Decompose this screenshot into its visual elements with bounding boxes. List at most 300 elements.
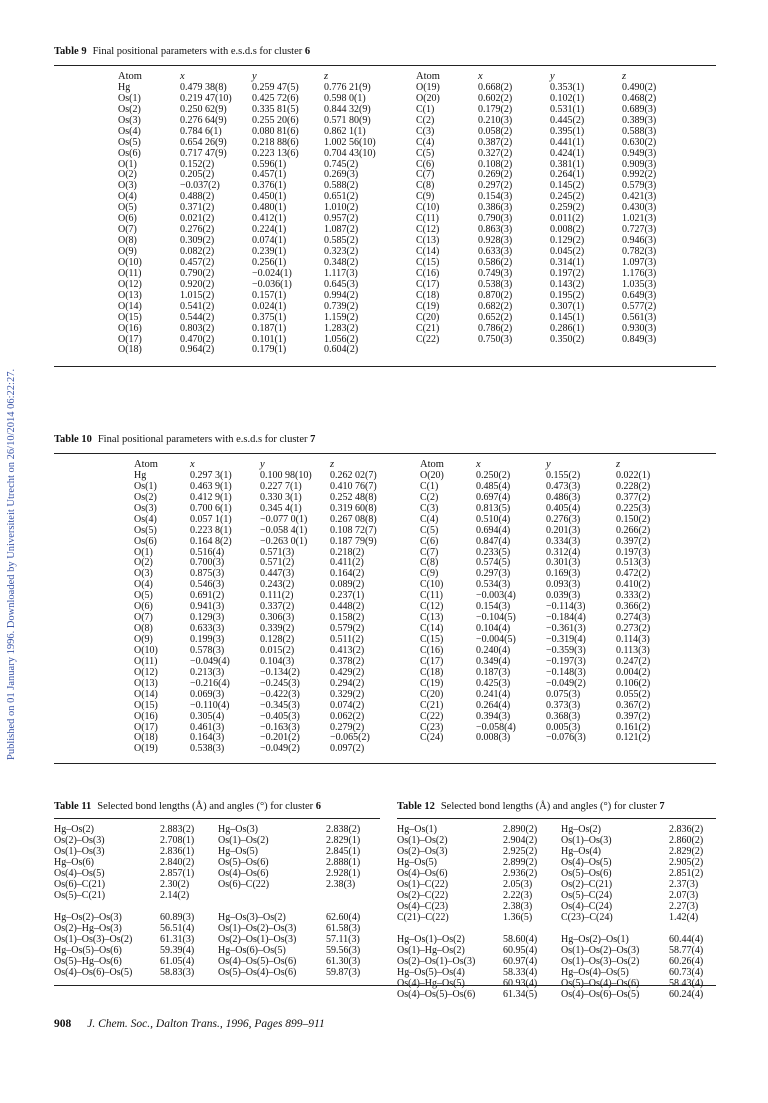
coordinate-value: 0.668(2) [478, 81, 513, 93]
coordinate-value: 0.015(2) [260, 644, 295, 656]
coordinate-value: 0.111(2) [260, 590, 294, 602]
column-header: Atom [134, 459, 158, 470]
bond-value: 2.936(2) [503, 868, 538, 879]
atom-label: O(1) [118, 158, 137, 170]
atom-label: C(5) [420, 524, 439, 536]
coordinate-value: 0.776 21(9) [324, 81, 371, 93]
bond-label: C(21)–C(22) [397, 912, 449, 923]
bond-value: 61.58(3) [326, 923, 361, 934]
coordinate-value: 0.334(3) [546, 535, 581, 547]
coordinate-value: 0.011(2) [550, 213, 584, 225]
atom-label: Hg [134, 469, 147, 481]
coordinate-value: 0.297(3) [476, 568, 511, 580]
bond-label: Hg–Os(5) [218, 846, 258, 857]
coordinate-value: −0.004(5) [476, 634, 516, 645]
coordinate-value: 0.585(2) [324, 235, 359, 247]
table-row [54, 945, 380, 956]
coordinate-value: 0.205(2) [180, 169, 215, 181]
coordinate-value: 0.269(3) [324, 169, 359, 181]
coordinate-value: −0.184(4) [546, 612, 586, 624]
column-header: x [478, 71, 483, 82]
table-row [397, 824, 716, 835]
table-row [420, 515, 686, 526]
table-12-caption-text: Selected bond lengths (Å) and angles (°) for cluster [440, 801, 660, 812]
coordinate-value: 0.546(3) [190, 579, 225, 591]
atom-label: O(16) [118, 322, 142, 334]
atom-label: C(18) [416, 289, 440, 301]
coordinate-value: 1.087(2) [324, 224, 359, 236]
coordinate-value: 0.411(2) [330, 557, 364, 569]
bond-value: 60.93(4) [503, 978, 538, 989]
coordinate-value: 0.652(2) [478, 311, 513, 323]
bond-label: Os(5)–C(21) [54, 890, 106, 901]
bond-label: Os(2)–C(21) [561, 879, 613, 890]
bond-label: Os(6)–C(22) [218, 879, 270, 890]
coordinate-value: 0.021(2) [180, 213, 215, 225]
atom-label: C(17) [416, 278, 440, 290]
coordinate-value: 0.578(3) [190, 644, 225, 656]
bond-label: Os(4)–Os(5)–Os(6) [218, 956, 297, 967]
page-footer [54, 1018, 325, 1030]
atom-label: C(6) [420, 535, 439, 547]
table-row [397, 890, 716, 901]
coordinate-value: 0.169(3) [546, 568, 581, 580]
coordinate-value: 0.577(2) [622, 300, 657, 312]
bond-value: 2.857(1) [160, 868, 195, 879]
bond-label: Os(1)–C(22) [397, 879, 449, 890]
table-row [397, 945, 716, 956]
coordinate-value: 0.395(1) [550, 125, 585, 137]
column-header: z [330, 459, 335, 470]
atom-label: C(7) [420, 546, 439, 558]
coordinate-value: −0.216(4) [190, 677, 230, 689]
coordinate-value: −0.263 0(1) [260, 535, 308, 547]
bond-label: Hg–Os(2)–Os(3) [54, 912, 122, 923]
coordinate-value: 0.102(1) [550, 92, 585, 104]
bond-label: Os(4)–Os(6)–Os(5) [54, 967, 133, 978]
bond-label: Os(4)–C(24) [561, 901, 613, 912]
table-12 [397, 800, 716, 1000]
table-row [134, 712, 400, 723]
column-header: y [252, 71, 257, 82]
coordinate-value: 0.150(2) [616, 513, 651, 525]
atom-label: Os(4) [134, 513, 157, 525]
table-9-left-column [118, 72, 396, 356]
coordinate-value: 0.786(2) [478, 322, 513, 334]
bond-label: Hg–Os(1) [397, 824, 437, 835]
coordinate-value: −0.049(4) [190, 655, 230, 667]
atom-label: C(4) [420, 513, 439, 525]
bond-value: 60.44(4) [669, 934, 704, 945]
bond-value: 59.39(4) [160, 945, 195, 956]
atom-label: Os(2) [134, 491, 157, 503]
bond-label: Os(1)–Os(3)–Os(2) [561, 956, 640, 967]
coordinate-value: 0.005(3) [546, 721, 581, 733]
table-10-bottom-rule [54, 763, 716, 764]
coordinate-value: 0.387(2) [478, 136, 513, 148]
coordinate-value: 0.410 76(7) [330, 480, 377, 492]
table-row [397, 846, 716, 857]
coordinate-value: 0.252 48(8) [330, 491, 377, 503]
bond-value: 62.60(4) [326, 912, 361, 923]
coordinate-value: 0.121(2) [616, 732, 651, 744]
coordinate-value: 0.863(3) [478, 224, 513, 236]
coordinate-value: 0.158(2) [330, 612, 365, 624]
bond-value: 2.890(2) [503, 824, 538, 835]
bond-label: Os(1)–Os(2) [397, 835, 448, 846]
column-header: x [180, 71, 185, 82]
coordinate-value: 0.224(1) [252, 224, 287, 236]
bond-value: 57.11(3) [326, 934, 360, 945]
coordinate-value: 0.039(3) [546, 590, 581, 602]
coordinate-value: 0.225(3) [616, 502, 651, 514]
atom-label: O(11) [134, 655, 158, 667]
atom-label: C(23) [420, 721, 444, 733]
bond-value: 60.24(4) [669, 989, 704, 1000]
coordinate-value: 0.301(3) [546, 557, 581, 569]
coordinate-value: 0.472(2) [616, 568, 651, 580]
table-row [416, 138, 694, 149]
table-row [54, 857, 380, 868]
atom-label: C(10) [420, 579, 444, 591]
bond-value: 61.30(3) [326, 956, 361, 967]
coordinate-value: 0.445(2) [550, 114, 585, 126]
coordinate-value: 0.579(3) [622, 180, 657, 192]
table-row [54, 923, 380, 934]
table-9-bottom-rule [54, 366, 716, 367]
coordinate-value: 0.367(2) [616, 699, 651, 711]
table-row [397, 857, 716, 868]
atom-label: Os(3) [134, 502, 157, 514]
coordinate-value: 0.596(1) [252, 158, 287, 170]
atom-label: O(6) [118, 213, 137, 225]
table-row [397, 978, 716, 989]
coordinate-value: 0.106(2) [616, 677, 651, 689]
coordinate-value: 0.218(2) [330, 546, 365, 558]
atom-label: C(4) [416, 136, 435, 148]
bond-label: Os(1)–Os(3) [54, 846, 105, 857]
atom-label: C(18) [420, 666, 444, 678]
coordinate-value: 0.412 9(1) [190, 491, 232, 503]
coordinate-value: 0.745(2) [324, 158, 359, 170]
coordinate-value: 0.531(1) [550, 103, 585, 115]
page-number: 908 [54, 1018, 72, 1030]
table-12-top-rule [397, 818, 716, 819]
coordinate-value: 0.307(1) [550, 300, 585, 312]
coordinate-value: 0.179(2) [478, 103, 513, 115]
coordinate-value: 0.297 3(1) [190, 469, 232, 481]
coordinate-value: 0.305(4) [190, 710, 225, 722]
bond-label: Os(4)–C(23) [397, 901, 449, 912]
bond-value: 2.708(1) [160, 835, 195, 846]
table-10-right-column [420, 460, 686, 755]
coordinate-value: 0.849(3) [622, 333, 657, 345]
coordinate-value: 0.306(3) [260, 612, 295, 624]
coordinate-value: 0.294(2) [330, 677, 365, 689]
coordinate-value: 0.004(2) [616, 666, 651, 678]
bond-value: 59.87(3) [326, 967, 361, 978]
coordinate-value: 0.468(2) [622, 92, 657, 104]
coordinate-value: 0.739(2) [324, 300, 359, 312]
coordinate-value: 0.129(2) [550, 235, 585, 247]
coordinate-value: 0.259 47(5) [252, 81, 299, 93]
atom-label: O(8) [118, 235, 137, 247]
coordinate-value: 0.058(2) [478, 125, 513, 137]
coordinate-value: 0.544(2) [180, 311, 215, 323]
coordinate-value: 0.100 98(10) [260, 469, 312, 481]
coordinate-value: 0.697(4) [476, 491, 511, 503]
coordinate-value: 0.129(3) [190, 612, 225, 624]
coordinate-value: 0.727(3) [622, 224, 657, 236]
coordinate-value: 0.870(2) [478, 289, 513, 301]
coordinate-value: 0.700(3) [190, 557, 225, 569]
coordinate-value: 0.378(2) [330, 655, 365, 667]
coordinate-value: 0.598 0(1) [324, 92, 366, 104]
coordinate-value: 0.187 79(9) [330, 535, 377, 547]
table-10 [54, 433, 716, 764]
table-row [420, 701, 686, 712]
table-row [54, 835, 380, 846]
coordinate-value: 0.447(3) [260, 568, 295, 580]
coordinate-value: 0.008(3) [476, 732, 511, 744]
coordinate-value: 0.319 60(8) [330, 502, 377, 514]
coordinate-value: 0.164 8(2) [190, 535, 232, 547]
atom-label: C(19) [420, 677, 444, 689]
table-row [54, 846, 380, 857]
table-row [416, 302, 694, 313]
coordinate-value: −0.049(2) [260, 743, 300, 755]
coordinate-value: 0.069(3) [190, 688, 225, 700]
coordinate-value: 0.179(1) [252, 344, 287, 356]
table-row [54, 912, 380, 923]
coordinate-value: 0.323(2) [324, 246, 359, 257]
atom-label: Os(5) [118, 136, 141, 148]
coordinate-value: 0.187(1) [252, 322, 287, 334]
coordinate-value: 0.273(2) [616, 623, 651, 635]
coordinate-value: 0.108 72(7) [330, 524, 377, 536]
coordinate-value: 0.405(4) [546, 502, 581, 514]
download-notice-sidebar [0, 0, 17, 1103]
atom-label: C(17) [420, 655, 444, 667]
atom-label: Os(1) [118, 92, 141, 104]
coordinate-value: 0.233(5) [476, 546, 511, 558]
atom-label: O(17) [118, 333, 142, 345]
column-header: y [546, 459, 551, 470]
coordinate-value: 0.513(3) [616, 557, 651, 569]
bond-label: Os(2)–Os(1)–Os(3) [218, 934, 297, 945]
atom-label: O(20) [416, 92, 440, 104]
coordinate-value: 0.353(1) [550, 81, 585, 93]
coordinate-value: 0.187(3) [476, 666, 511, 678]
coordinate-value: 0.240(4) [476, 644, 511, 656]
bond-value: 2.38(3) [503, 901, 533, 912]
bond-value: 60.89(3) [160, 912, 195, 923]
coordinate-value: 0.941(3) [190, 601, 225, 613]
coordinate-value: 0.441(1) [550, 136, 585, 148]
bond-value: 1.42(4) [669, 912, 699, 923]
coordinate-value: 0.274(3) [616, 612, 651, 624]
column-header: z [622, 71, 627, 82]
coordinate-value: 1.117(3) [324, 267, 358, 279]
coordinate-value: 0.457(1) [252, 169, 287, 181]
atom-label: O(9) [134, 634, 153, 645]
coordinate-value: −0.163(3) [260, 721, 300, 733]
coordinate-value: 0.424(1) [550, 147, 585, 159]
table-11-number: Table 11 [54, 801, 92, 812]
coordinate-value: 0.128(2) [260, 634, 295, 645]
table-row [118, 302, 396, 313]
coordinate-value: 0.259(2) [550, 202, 585, 214]
coordinate-value: 0.463 9(1) [190, 480, 232, 492]
atom-label: C(9) [420, 568, 439, 580]
coordinate-value: 0.145(2) [550, 180, 585, 192]
table-row [54, 868, 380, 879]
coordinate-value: −0.319(4) [546, 634, 586, 645]
bond-value: 60.95(4) [503, 945, 538, 956]
bond-value: 2.888(1) [326, 857, 361, 868]
coordinate-value: 0.161(2) [616, 721, 651, 733]
atom-label: O(2) [134, 557, 153, 569]
bond-value: 2.840(2) [160, 857, 195, 868]
atom-label: O(7) [118, 224, 137, 236]
coordinate-value: 0.309(2) [180, 235, 215, 247]
coordinate-value: 0.694(4) [476, 524, 511, 536]
coordinate-value: 0.250 62(9) [180, 103, 227, 115]
coordinate-value: 0.844 32(9) [324, 103, 371, 115]
coordinate-value: 0.264(4) [476, 699, 511, 711]
coordinate-value: 0.430(3) [622, 202, 657, 214]
atom-label: O(16) [134, 710, 158, 722]
table-10-left-column [134, 460, 400, 755]
coordinate-value: −0.065(2) [330, 732, 370, 744]
bond-value: 2.899(2) [503, 857, 538, 868]
table-9-top-rule [54, 65, 716, 66]
coordinate-value: 0.485(4) [476, 480, 511, 492]
table-12-bond-angles [397, 934, 716, 1000]
bond-value: 60.26(4) [669, 956, 704, 967]
table-row [397, 879, 716, 890]
table-10-top-rule [54, 453, 716, 454]
atom-label: O(13) [134, 677, 158, 689]
atom-label: C(15) [420, 634, 444, 645]
coordinate-value: 0.375(1) [252, 311, 287, 323]
atom-label: C(2) [420, 491, 439, 503]
bond-value: 60.73(4) [669, 967, 704, 978]
bond-label [218, 890, 326, 901]
coordinate-value: 0.350(2) [550, 333, 585, 345]
coordinate-value: 0.276(3) [546, 513, 581, 525]
coordinate-value: 0.371(2) [180, 202, 215, 214]
coordinate-value: 0.089(2) [330, 579, 365, 591]
bond-label: Os(4)–Os(6) [397, 868, 448, 879]
coordinate-value: 1.283(2) [324, 322, 359, 334]
coordinate-value: 1.002 56(10) [324, 136, 376, 148]
bond-value: 2.05(3) [503, 879, 533, 890]
coordinate-value: 0.104(4) [476, 623, 511, 635]
coordinate-value: −0.359(3) [546, 644, 586, 656]
coordinate-value: 0.368(3) [546, 710, 581, 722]
coordinate-value: 0.875(3) [190, 568, 225, 580]
coordinate-value: 0.450(1) [252, 191, 287, 203]
coordinate-value: −0.345(3) [260, 699, 300, 711]
coordinate-value: 0.286(1) [550, 322, 585, 334]
bond-label: Os(5)–Os(6) [561, 868, 612, 879]
table-row [397, 989, 716, 1000]
coordinate-value: 0.480(1) [252, 202, 287, 214]
bond-value: 2.829(2) [669, 846, 704, 857]
bond-value: 2.905(2) [669, 857, 704, 868]
coordinate-value: 0.421(3) [622, 191, 657, 203]
atom-label: O(18) [134, 732, 158, 744]
table-11-caption-text: Selected bond lengths (Å) and angles (°) for cluster [97, 801, 316, 812]
coordinate-value: 0.239(1) [252, 246, 287, 257]
coordinate-value: −0.104(5) [476, 612, 516, 624]
coordinate-value: 0.397(2) [616, 535, 651, 547]
coordinate-value: 0.992(2) [622, 169, 657, 181]
table-12-caption [397, 800, 716, 813]
atom-label: O(9) [118, 246, 137, 257]
atom-label: C(5) [416, 147, 435, 159]
coordinate-value: 0.377(2) [616, 491, 651, 503]
coordinate-value: 0.376(1) [252, 180, 287, 192]
table-10-cluster-number: 7 [310, 434, 316, 445]
bond-label: Os(5)–Os(4)–Os(6) [218, 967, 297, 978]
table-row [118, 138, 396, 149]
atom-label: O(3) [134, 568, 153, 580]
coordinate-value: 0.604(2) [324, 344, 359, 356]
coordinate-value: 0.152(2) [180, 158, 215, 170]
atom-label: Os(2) [118, 103, 141, 115]
coordinate-value: −0.110(4) [190, 699, 230, 711]
bond-label: Os(4)–Os(5) [561, 857, 612, 868]
coordinate-value: 0.154(3) [478, 191, 513, 203]
coordinate-value: 0.803(2) [180, 322, 215, 334]
coordinate-value: 0.588(3) [622, 125, 657, 137]
coordinate-value: 0.104(3) [260, 655, 295, 667]
coordinate-value: 0.330 3(1) [260, 491, 302, 503]
atom-label: C(13) [416, 235, 440, 247]
atom-label: C(8) [416, 180, 435, 192]
coordinate-value: 0.256(1) [252, 256, 287, 268]
atom-label: C(16) [416, 267, 440, 279]
coordinate-value: 0.074(1) [252, 235, 287, 247]
bond-value: 2.836(2) [669, 824, 704, 835]
table-row [54, 879, 380, 890]
table-10-body [54, 460, 716, 755]
coordinate-value: 0.651(2) [324, 191, 359, 203]
coordinate-value: 0.784 6(1) [180, 125, 222, 137]
atom-label: C(2) [416, 114, 435, 126]
table-11-bond-angles [54, 912, 380, 978]
bond-label: Hg–Os(5)–Os(4) [397, 967, 465, 978]
table-row [420, 733, 686, 744]
coordinate-value: 0.749(3) [478, 267, 513, 279]
bond-label: Hg–Os(2)–Os(1) [561, 934, 629, 945]
table-row [397, 868, 716, 879]
coordinate-value: −0.422(3) [260, 688, 300, 700]
atom-label: C(10) [416, 202, 440, 214]
atom-label: C(22) [416, 333, 440, 345]
coordinate-value: 0.093(3) [546, 579, 581, 591]
bond-value: 2.925(2) [503, 846, 538, 857]
coordinate-value: 0.312(4) [546, 546, 581, 558]
coordinate-value: −0.003(4) [476, 590, 516, 602]
table-row [397, 934, 716, 945]
coordinate-value: 0.218 88(6) [252, 136, 299, 148]
table-11-cluster-number: 6 [315, 801, 322, 812]
coordinate-value: 0.750(3) [478, 333, 513, 345]
coordinate-value: 0.219 47(10) [180, 92, 232, 104]
